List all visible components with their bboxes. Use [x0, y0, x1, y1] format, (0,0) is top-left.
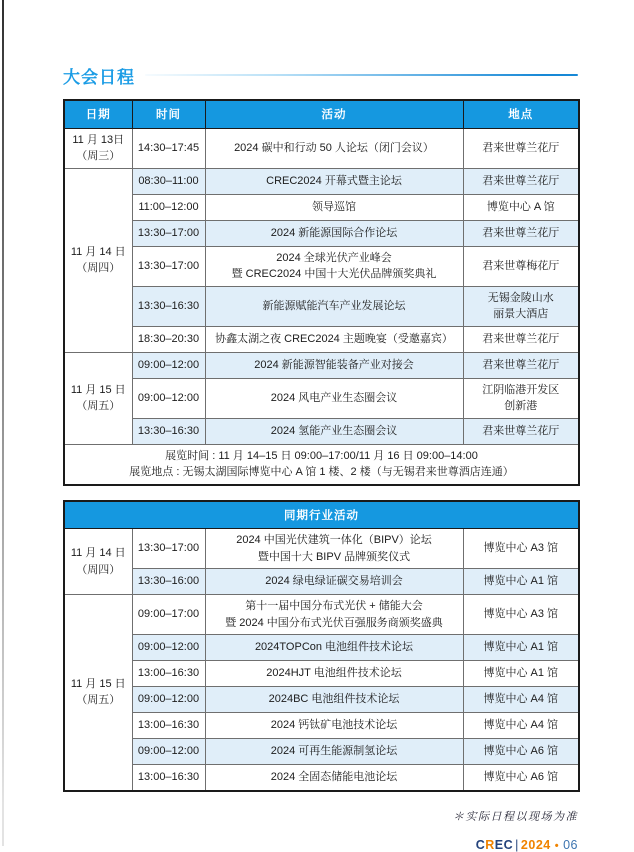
activity-cell — [205, 687, 463, 713]
time-cell: 13:30–16:30 — [132, 286, 205, 326]
column-header: 时间 — [132, 100, 205, 128]
table-row — [64, 739, 579, 765]
time-cell: 09:00–17:00 — [132, 595, 205, 635]
venue-line: 博览中心 A6 馆 — [483, 745, 559, 758]
date-cell — [64, 168, 132, 352]
venue-line: 博览中心 A4 馆 — [483, 693, 559, 706]
venue-cell — [463, 635, 579, 661]
activity-cell — [205, 352, 463, 378]
column-header: 地点 — [463, 100, 579, 128]
venue-line: 博览中心 A3 馆 — [483, 542, 559, 555]
venue-line: 君来世尊兰花厅 — [482, 141, 560, 154]
date-line: （周四） — [76, 262, 121, 274]
table-row — [64, 378, 579, 418]
activity-cell — [205, 529, 463, 569]
table-row — [64, 635, 579, 661]
activity-line: 第十一届中国分布式光伏 + 储能大会 — [245, 600, 423, 612]
column-header: 活动 — [205, 100, 463, 128]
activity-line: 暨 2024 中国分布式光伏百强服务商颁奖盛典 — [225, 616, 443, 629]
venue-cell — [463, 595, 579, 635]
table-row — [64, 418, 579, 444]
date-cell — [64, 352, 132, 444]
activity-cell — [205, 739, 463, 765]
activity-line: 2024 新能源智能装备产业对接会 — [254, 358, 414, 371]
date-line: 11 月 14 日 — [70, 547, 126, 559]
exhibition-notes-cell — [64, 444, 579, 485]
date-line: 11 月 15 日 — [70, 677, 126, 690]
table-row — [64, 595, 579, 635]
brand-letter-c: C — [475, 837, 486, 852]
time-cell: 13:30–16:00 — [132, 569, 205, 595]
footnote-row — [63, 807, 578, 825]
venue-line: 博览中心 A3 馆 — [483, 608, 559, 621]
activity-line: 2024TOPCon 电池组件技术论坛 — [254, 641, 414, 654]
activity-cell — [205, 128, 463, 168]
venue-cell — [463, 352, 579, 378]
date-line: 11 月 15 日 — [70, 383, 126, 396]
venue-cell — [463, 687, 579, 713]
table-row — [64, 765, 579, 791]
activity-line: 2024 钙钛矿电池技术论坛 — [270, 719, 398, 732]
activity-cell — [205, 246, 463, 286]
venue-line: 博览中心 A1 馆 — [483, 667, 559, 680]
activity-line: 2024 碳中和行动 50 人论坛（闭门会议） — [234, 141, 434, 154]
table-row — [64, 194, 579, 220]
date-line: （周五） — [76, 400, 121, 412]
activity-cell — [205, 765, 463, 791]
table-row — [64, 569, 579, 595]
main-schedule-table — [63, 99, 580, 486]
venue-line: 博览中心 A6 馆 — [483, 771, 559, 783]
venue-cell — [463, 569, 579, 595]
activity-cell — [205, 378, 463, 418]
venue-line: 创新港 — [504, 400, 538, 412]
activity-cell — [205, 286, 463, 326]
table-row — [64, 529, 579, 569]
venue-line: 君来世尊兰花厅 — [482, 424, 560, 437]
activity-line: CREC2024 开幕式暨主论坛 — [266, 174, 402, 187]
page-content — [63, 64, 578, 852]
page-edge-shadow — [2, 0, 4, 846]
concurrent-events-table — [63, 500, 580, 792]
note-line: 展览地点 : 无锡太湖国际博览中心 A 馆 1 楼、2 楼（与无锡君来世尊酒店连通） — [129, 466, 514, 478]
table-gap — [63, 486, 578, 500]
venue-line: 江阴临港开发区 — [482, 383, 560, 396]
activity-cell — [205, 418, 463, 444]
activity-line: 2024 全球光伏产业峰会 — [276, 251, 392, 264]
activity-line: 2024 绿电绿证碳交易培训会 — [265, 575, 403, 588]
activity-line: 暨 CREC2024 中国十大光伏品牌颁奖典礼 — [231, 268, 437, 280]
table-row — [64, 286, 579, 326]
brand-letter-r: R — [485, 837, 495, 852]
date-line: （周五） — [76, 694, 121, 707]
column-header: 日期 — [64, 100, 132, 128]
activity-line: 协鑫太湖之夜 CREC2024 主题晚宴（受邀嘉宾） — [215, 332, 453, 345]
time-cell: 13:00–16:30 — [132, 713, 205, 739]
time-cell: 13:00–16:30 — [132, 765, 205, 791]
activity-line: 2024 风电产业生态圈会议 — [270, 391, 398, 404]
page-number: 06 — [563, 837, 578, 852]
date-cell — [64, 128, 132, 168]
table-row — [64, 128, 579, 168]
activity-line: 新能源赋能汽车产业发展论坛 — [262, 299, 406, 312]
activity-cell — [205, 635, 463, 661]
page-title: 大会日程 — [63, 67, 135, 87]
venue-line: 君来世尊梅花厅 — [482, 259, 560, 272]
time-cell: 13:30–17:00 — [132, 246, 205, 286]
note-line: 展览时间 : 11 月 14–15 日 09:00–17:00/11 月 16 日 09:00–14:00 — [165, 449, 478, 462]
date-line: （周四） — [76, 563, 121, 576]
date-line: 11 月 13日 — [72, 133, 125, 146]
venue-cell — [463, 220, 579, 246]
activity-line: 2024BC 电池组件技术论坛 — [268, 693, 400, 706]
activity-line: 暨中国十大 BIPV 品牌颁奖仪式 — [257, 550, 411, 563]
venue-line: 君来世尊兰花厅 — [482, 174, 560, 187]
venue-line: 博览中心 A1 馆 — [483, 575, 559, 588]
time-cell: 09:00–12:00 — [132, 687, 205, 713]
time-cell: 13:30–17:00 — [132, 220, 205, 246]
activity-cell — [205, 194, 463, 220]
activity-cell — [205, 595, 463, 635]
activity-line: 2024 新能源国际合作论坛 — [270, 226, 398, 239]
time-cell: 09:00–12:00 — [132, 739, 205, 765]
venue-cell — [463, 661, 579, 687]
venue-cell — [463, 246, 579, 286]
time-cell: 18:30–20:30 — [132, 326, 205, 352]
venue-line: 君来世尊兰花厅 — [482, 358, 560, 371]
activity-line: 2024 可再生能源制氢论坛 — [270, 745, 398, 758]
venue-cell — [463, 286, 579, 326]
table-row — [64, 661, 579, 687]
venue-cell — [463, 128, 579, 168]
time-cell: 13:30–17:00 — [132, 529, 205, 569]
table-row — [64, 246, 579, 286]
venue-cell — [463, 194, 579, 220]
table-row — [64, 352, 579, 378]
activity-cell — [205, 168, 463, 194]
activity-line: 2024 氢能产业生态圈会议 — [270, 424, 398, 437]
venue-cell — [463, 713, 579, 739]
activity-line: 2024HJT 电池组件技术论坛 — [266, 667, 402, 680]
venue-cell — [463, 529, 579, 569]
activity-line: 2024 全固态储能电池论坛 — [270, 771, 398, 783]
venue-cell — [463, 168, 579, 194]
table-row — [64, 713, 579, 739]
table-row — [64, 326, 579, 352]
date-cell — [64, 595, 132, 791]
activity-cell — [205, 326, 463, 352]
venue-cell — [463, 326, 579, 352]
venue-cell — [463, 378, 579, 418]
brand-separator: | — [515, 837, 519, 852]
brand-year: 2024 — [520, 837, 551, 852]
time-cell: 14:30–17:45 — [132, 128, 205, 168]
table-row — [64, 168, 579, 194]
venue-line: 无锡金陵山水 — [487, 291, 554, 304]
venue-line: 君来世尊兰花厅 — [482, 332, 560, 345]
time-cell: 13:30–16:30 — [132, 418, 205, 444]
time-cell: 09:00–12:00 — [132, 378, 205, 418]
venue-cell — [463, 418, 579, 444]
venue-cell — [463, 739, 579, 765]
section-title-row — [63, 64, 578, 86]
table-title-banner: 同期行业活动 — [64, 501, 579, 529]
page-footer — [63, 838, 578, 852]
brand-letters-ec: EC — [494, 837, 514, 852]
time-cell: 13:00–16:30 — [132, 661, 205, 687]
venue-line: 丽景大酒店 — [493, 308, 549, 320]
activity-line: 2024 中国光伏建筑一体化（BIPV）论坛 — [236, 534, 432, 546]
footnote-text: ＊实际日程以现场为准 — [453, 809, 578, 823]
venue-line: 博览中心 A4 馆 — [483, 719, 559, 732]
title-divider-rule — [145, 74, 578, 77]
activity-line: 领导巡馆 — [312, 200, 356, 213]
footer-dot-icon: • — [554, 839, 560, 852]
date-line: （周三） — [76, 150, 121, 162]
date-cell — [64, 529, 132, 595]
time-cell: 08:30–11:00 — [132, 168, 205, 194]
activity-cell — [205, 661, 463, 687]
venue-line: 博览中心 A1 馆 — [483, 641, 559, 654]
venue-cell — [463, 765, 579, 791]
table-row — [64, 220, 579, 246]
time-cell: 09:00–12:00 — [132, 635, 205, 661]
activity-cell — [205, 713, 463, 739]
venue-line: 博览中心 A 馆 — [486, 200, 555, 213]
activity-cell — [205, 220, 463, 246]
time-cell: 11:00–12:00 — [132, 194, 205, 220]
time-cell: 09:00–12:00 — [132, 352, 205, 378]
date-line: 11 月 14 日 — [70, 245, 126, 258]
activity-cell — [205, 569, 463, 595]
table-row — [64, 687, 579, 713]
venue-line: 君来世尊兰花厅 — [482, 226, 560, 239]
